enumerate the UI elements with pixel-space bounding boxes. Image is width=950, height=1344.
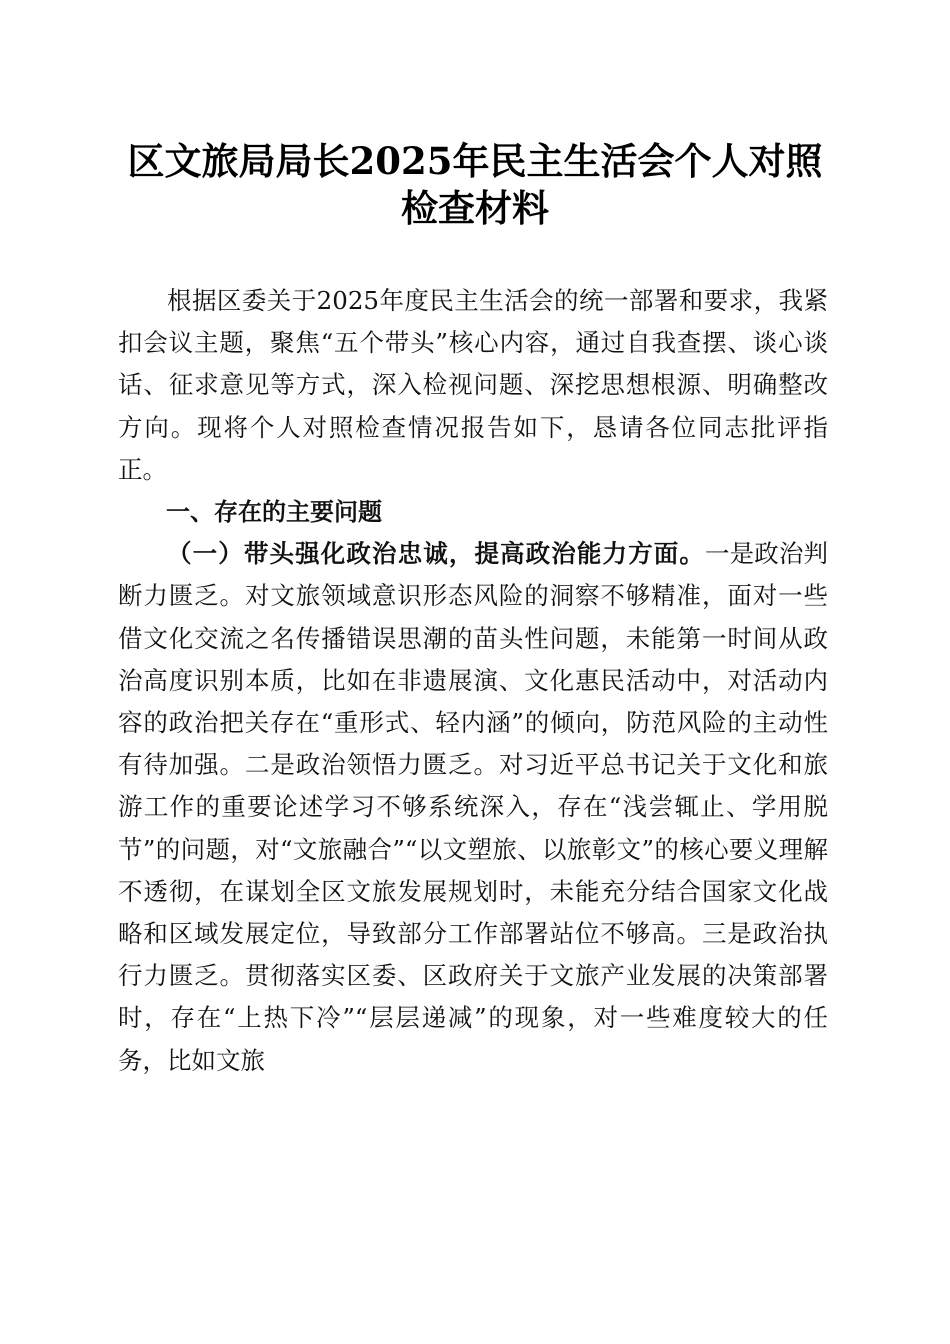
document-body [118,280,828,1082]
subsection-body-text: 一是政治判断力匮乏。对文旅领域意识形态风险的洞察不够精准，面对一些借文化交流之名传播错误思潮的苗头性问题，未能第一时间从政治高度识别本质，比如在非遗展演、文化惠民活动中，对活动内容的政治把关存在“重形式、轻内涵”的倾向，防范风险的主动性有待加强。二是政治领悟力匮乏。对习近平总书记关于文化和旅游工作的重要论述学习不够系统深入，存在“浅尝辄止、学用脱节”的问题，对“文旅融合”“以文塑旅、以旅彰文”的核心要义理解不透彻，在谋划全区文旅发展规划时，未能充分结合国家文化战略和区域发展定位，导致部分工作部署站位不够高。三是政治执行力匮乏。贯彻落实区委、区政府关于文旅产业发展的决策部署时，存在“上热下冷”“层层递减”的现象，对一些难度较大的任务，比如文旅 [118,539,829,1075]
document-title: 区文旅局局长2025年民主生活会个人对照检查材料 [127,139,823,230]
intro-paragraph: 根据区委关于2025年度民主生活会的统一部署和要求，我紧扣会议主题，聚焦“五个带头”核心内容，通过自我查摆、谈心谈话、征求意见等方式，深入检视问题、深挖思想根源、明确整改方向。现将个人对照检查情况报告如下，恳请各位同志批评指正。 [118,286,828,484]
section-heading-problems: 一、存在的主要问题 [166,498,382,527]
subsection-heading: （一）带头强化政治忠诚，提高政治能力方面。 [167,539,706,569]
subsection-paragraph-political-loyalty [118,533,828,1082]
